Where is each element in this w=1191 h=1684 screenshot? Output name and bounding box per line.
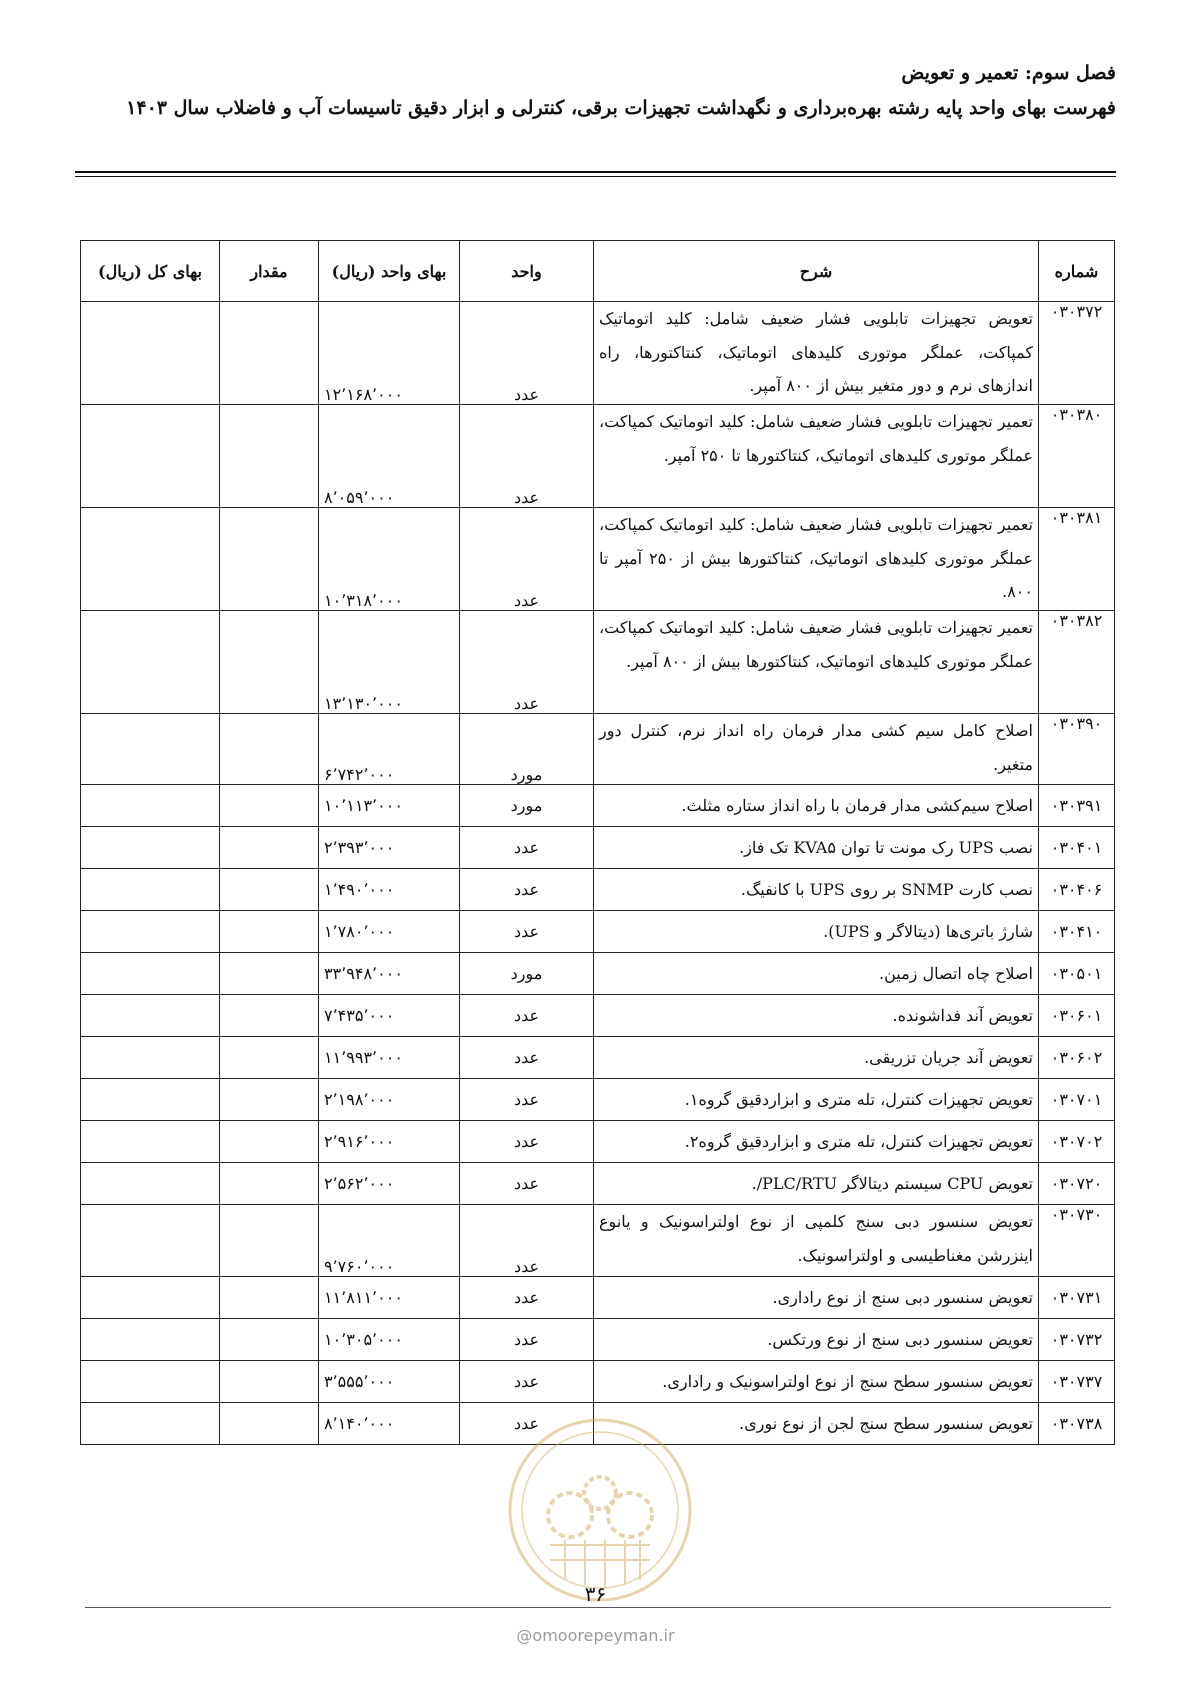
- item-total: [81, 1277, 220, 1319]
- item-unit: عدد: [460, 1403, 594, 1445]
- item-quantity: [220, 1121, 319, 1163]
- item-description: اصلاح چاه اتصال زمین.: [594, 953, 1039, 995]
- item-quantity: [220, 827, 319, 869]
- table-row: [81, 953, 1115, 995]
- item-total: [81, 1403, 220, 1445]
- item-total: [81, 953, 220, 995]
- item-unit-price: ۷٬۴۳۵٬۰۰۰: [319, 995, 460, 1037]
- item-description: تعویض سنسور دبی سنج از نوع راداری.: [594, 1277, 1039, 1319]
- item-quantity: [220, 1361, 319, 1403]
- item-total: [81, 827, 220, 869]
- item-unit: مورد: [460, 714, 594, 785]
- header-unit: واحد: [460, 241, 594, 302]
- item-unit-price: ۳٬۵۵۵٬۰۰۰: [319, 1361, 460, 1403]
- table-row: [81, 1277, 1115, 1319]
- item-unit-price: ۸٬۱۴۰٬۰۰۰: [319, 1403, 460, 1445]
- item-unit: عدد: [460, 911, 594, 953]
- table-row: [81, 508, 1115, 611]
- item-code: ۰۳۰۴۱۰: [1039, 911, 1115, 953]
- table-row: [81, 1163, 1115, 1205]
- item-unit: مورد: [460, 953, 594, 995]
- item-total: [81, 611, 220, 714]
- item-total: [81, 1205, 220, 1277]
- table-row: [81, 611, 1115, 714]
- item-quantity: [220, 1277, 319, 1319]
- table-header-row: [81, 241, 1115, 302]
- item-code: ۰۳۰۳۸۰: [1039, 405, 1115, 508]
- item-code: ۰۳۰۷۰۱: [1039, 1079, 1115, 1121]
- table-row: [81, 995, 1115, 1037]
- item-quantity: [220, 1403, 319, 1445]
- item-unit: عدد: [460, 827, 594, 869]
- item-quantity: [220, 1319, 319, 1361]
- item-unit: عدد: [460, 1079, 594, 1121]
- item-unit-price: ۱۰٬۳۱۸٬۰۰۰: [319, 508, 460, 611]
- item-description: اصلاح سیم‌کشی مدار فرمان با راه انداز ستاره مثلث.: [594, 785, 1039, 827]
- item-unit-price: ۶٬۷۴۲٬۰۰۰: [319, 714, 460, 785]
- item-total: [81, 1163, 220, 1205]
- item-code: ۰۳۰۷۰۲: [1039, 1121, 1115, 1163]
- item-unit-price: ۱۱٬۸۱۱٬۰۰۰: [319, 1277, 460, 1319]
- item-code: ۰۳۰۷۳۲: [1039, 1319, 1115, 1361]
- item-quantity: [220, 508, 319, 611]
- item-code: ۰۳۰۴۰۶: [1039, 869, 1115, 911]
- table-row: [81, 1205, 1115, 1277]
- seal-watermark: [505, 1415, 695, 1605]
- item-description: تعویض سنسور دبی سنج کلمپی از نوع اولتراسونیک و یانوع اینزرشن مغناطیسی و اولتراسونیک.: [594, 1205, 1039, 1277]
- item-unit: عدد: [460, 302, 594, 405]
- item-description: تعویض سنسور دبی سنج از نوع ورتکس.: [594, 1319, 1039, 1361]
- item-unit-price: ۹٬۷۶۰٬۰۰۰: [319, 1205, 460, 1277]
- item-unit: عدد: [460, 508, 594, 611]
- header-code: شماره: [1039, 241, 1115, 302]
- item-total: [81, 1121, 220, 1163]
- item-unit: عدد: [460, 1205, 594, 1277]
- header-rule: [75, 171, 1116, 173]
- item-quantity: [220, 1079, 319, 1121]
- item-unit: عدد: [460, 405, 594, 508]
- item-unit-price: ۱۳٬۱۳۰٬۰۰۰: [319, 611, 460, 714]
- item-total: [81, 911, 220, 953]
- item-code: ۰۳۰۳۹۰: [1039, 714, 1115, 785]
- item-description: تعویض آند جریان تزریقی.: [594, 1037, 1039, 1079]
- table-row: [81, 302, 1115, 405]
- item-unit-price: ۱۱٬۹۹۳٬۰۰۰: [319, 1037, 460, 1079]
- item-code: ۰۳۰۷۳۷: [1039, 1361, 1115, 1403]
- item-unit-price: ۲٬۹۱۶٬۰۰۰: [319, 1121, 460, 1163]
- table-row: [81, 714, 1115, 785]
- item-code: ۰۳۰۳۷۲: [1039, 302, 1115, 405]
- item-description: نصب UPS رک مونت تا توان KVA۵ تک فاز.: [594, 827, 1039, 869]
- item-description: تعویض آند فداشونده.: [594, 995, 1039, 1037]
- item-description: تعمیر تجهیزات تابلویی فشار ضعیف شامل: کلید اتوماتیک کمپاکت، عملگر موتوری کلیدهای اتوماتیک، کنتاکتورها تا ۲۵۰ آمپر.: [594, 405, 1039, 508]
- table-row: [81, 405, 1115, 508]
- item-unit: عدد: [460, 995, 594, 1037]
- item-quantity: [220, 1037, 319, 1079]
- item-quantity: [220, 785, 319, 827]
- table-row: [81, 1037, 1115, 1079]
- item-unit-price: ۲٬۳۹۳٬۰۰۰: [319, 827, 460, 869]
- item-unit: مورد: [460, 785, 594, 827]
- item-description: اصلاح کامل سیم کشی مدار فرمان راه انداز نرم، کنترل دور متغیر.: [594, 714, 1039, 785]
- item-unit: عدد: [460, 869, 594, 911]
- item-unit-price: ۱۲٬۱۶۸٬۰۰۰: [319, 302, 460, 405]
- item-unit-price: ۸٬۰۵۹٬۰۰۰: [319, 405, 460, 508]
- item-description: تعویض تجهیزات کنترل، تله متری و ابزاردقیق گروه۲.: [594, 1121, 1039, 1163]
- item-quantity: [220, 869, 319, 911]
- item-code: ۰۳۰۶۰۱: [1039, 995, 1115, 1037]
- item-total: [81, 405, 220, 508]
- item-code: ۰۳۰۷۲۰: [1039, 1163, 1115, 1205]
- item-quantity: [220, 911, 319, 953]
- header-quantity: مقدار: [220, 241, 319, 302]
- item-description: تعویض سنسور سطح سنج لجن از نوع نوری.: [594, 1403, 1039, 1445]
- item-total: [81, 1361, 220, 1403]
- item-total: [81, 785, 220, 827]
- item-code: ۰۳۰۳۸۱: [1039, 508, 1115, 611]
- item-unit: عدد: [460, 611, 594, 714]
- item-total: [81, 714, 220, 785]
- item-quantity: [220, 1163, 319, 1205]
- item-code: ۰۳۰۵۰۱: [1039, 953, 1115, 995]
- item-total: [81, 1079, 220, 1121]
- item-description: تعمیر تجهیزات تابلویی فشار ضعیف شامل: کلید اتوماتیک کمپاکت، عملگر موتوری کلیدهای اتوماتیک، کنتاکتورها بیش از ۸۰۰ آمپر.: [594, 611, 1039, 714]
- gear-icon: [608, 1493, 652, 1537]
- header-unit-price: بهای واحد (ریال): [319, 241, 460, 302]
- item-total: [81, 1037, 220, 1079]
- item-unit-price: ۲٬۵۶۲٬۰۰۰: [319, 1163, 460, 1205]
- page-number: ۳۶: [584, 1582, 607, 1606]
- table-row: [81, 911, 1115, 953]
- header-total-price: بهای کل (ریال): [81, 241, 220, 302]
- item-quantity: [220, 714, 319, 785]
- table-row: [81, 1361, 1115, 1403]
- item-quantity: [220, 405, 319, 508]
- item-quantity: [220, 611, 319, 714]
- item-unit: عدد: [460, 1319, 594, 1361]
- item-code: ۰۳۰۷۳۸: [1039, 1403, 1115, 1445]
- item-total: [81, 1319, 220, 1361]
- item-total: [81, 508, 220, 611]
- item-quantity: [220, 1205, 319, 1277]
- item-unit: عدد: [460, 1121, 594, 1163]
- chapter-title: فصل سوم: تعمیر و تعویض: [901, 62, 1116, 84]
- item-unit-price: ۱٬۷۸۰٬۰۰۰: [319, 911, 460, 953]
- item-description: تعویض سنسور سطح سنج از نوع اولتراسونیک و راداری.: [594, 1361, 1039, 1403]
- table-row: [81, 1079, 1115, 1121]
- table-row: [81, 827, 1115, 869]
- item-total: [81, 302, 220, 405]
- header-rule-thin: [75, 176, 1116, 177]
- item-unit-price: ۱۰٬۳۰۵٬۰۰۰: [319, 1319, 460, 1361]
- table-row: [81, 869, 1115, 911]
- footer-rule: [85, 1607, 1111, 1608]
- item-unit: عدد: [460, 1277, 594, 1319]
- item-code: ۰۳۰۷۳۰: [1039, 1205, 1115, 1277]
- table-row: [81, 785, 1115, 827]
- item-unit: عدد: [460, 1163, 594, 1205]
- item-description: تعویض تجهیزات تابلویی فشار ضعیف شامل: کلید اتوماتیک کمپاکت، عملگر موتوری کلیدهای اتوماتیک، کنتاکتورها، راه اندازهای نرم و دور متغیر بیش از ۸۰۰ آمپر.: [594, 302, 1039, 405]
- watermark-url: @omoorepeyman.ir: [516, 1626, 675, 1645]
- item-quantity: [220, 995, 319, 1037]
- item-code: ۰۳۰۳۹۱: [1039, 785, 1115, 827]
- item-unit: عدد: [460, 1361, 594, 1403]
- item-description: شارژ باتری‌ها (دیتالاگر و UPS).: [594, 911, 1039, 953]
- price-table: [80, 240, 1115, 1445]
- item-unit-price: ۱۰٬۱۱۳٬۰۰۰: [319, 785, 460, 827]
- item-code: ۰۳۰۳۸۲: [1039, 611, 1115, 714]
- item-code: ۰۳۰۴۰۱: [1039, 827, 1115, 869]
- header-description: شرح: [594, 241, 1039, 302]
- document-subtitle: فهرست بهای واحد پایه رشته بهره‌برداری و نگهداشت تجهیزات برقی، کنترلی و ابزار دقیق تاسیسات آب و فاضلاب سال ۱۴۰۳: [126, 97, 1116, 119]
- item-unit: عدد: [460, 1037, 594, 1079]
- item-total: [81, 995, 220, 1037]
- item-unit-price: ۲٬۱۹۸٬۰۰۰: [319, 1079, 460, 1121]
- table-row: [81, 1319, 1115, 1361]
- page-header: [75, 55, 1116, 125]
- item-unit-price: ۳۳٬۹۴۸٬۰۰۰: [319, 953, 460, 995]
- item-description: تعویض CPU سیستم دیتالاگر PLC/RTU/.: [594, 1163, 1039, 1205]
- item-quantity: [220, 302, 319, 405]
- item-description: تعویض تجهیزات کنترل، تله متری و ابزاردقیق گروه۱.: [594, 1079, 1039, 1121]
- table-row: [81, 1121, 1115, 1163]
- item-unit-price: ۱٬۴۹۰٬۰۰۰: [319, 869, 460, 911]
- item-code: ۰۳۰۶۰۲: [1039, 1037, 1115, 1079]
- item-total: [81, 869, 220, 911]
- item-code: ۰۳۰۷۳۱: [1039, 1277, 1115, 1319]
- item-quantity: [220, 953, 319, 995]
- item-description: تعمیر تجهیزات تابلویی فشار ضعیف شامل: کلید اتوماتیک کمپاکت، عملگر موتوری کلیدهای اتوماتیک، کنتاکتورها بیش از ۲۵۰ آمپر تا ۸۰۰.: [594, 508, 1039, 611]
- item-description: نصب کارت SNMP بر روی UPS با کانفیگ.: [594, 869, 1039, 911]
